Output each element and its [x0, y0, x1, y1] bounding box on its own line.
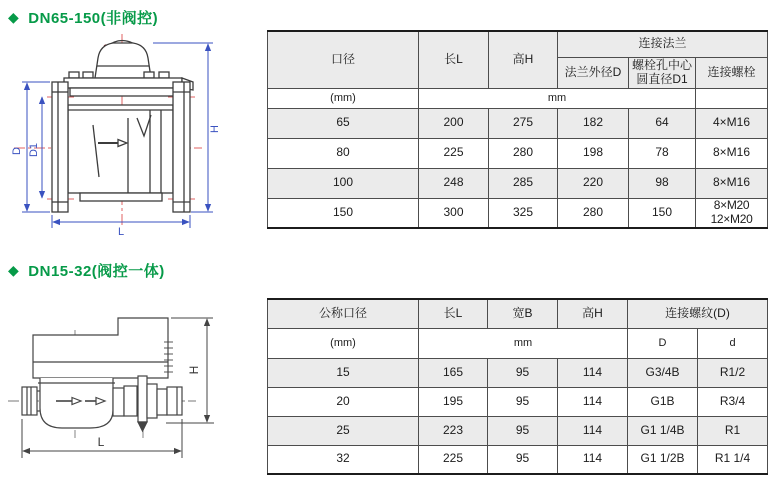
- cell: 114: [558, 416, 628, 445]
- cell: G1 1/2B: [628, 445, 698, 474]
- header-height: 高H: [489, 31, 558, 88]
- section1-title: [8, 7, 158, 28]
- cell: 65: [268, 108, 419, 138]
- cell: G1B: [628, 387, 698, 416]
- valve-meter-drawing: [0, 290, 240, 485]
- diamond-bullet-icon: ◆: [8, 9, 20, 25]
- header-flange-od: 法兰外径D: [558, 57, 629, 88]
- cell: 225: [419, 445, 488, 474]
- header-height: 高H: [558, 299, 628, 328]
- cell: 80: [268, 138, 419, 168]
- header-bolt: 连接螺栓: [696, 57, 768, 88]
- cell: 25: [268, 416, 419, 445]
- dn65-150-spec-table: [267, 30, 768, 229]
- cell: 275: [489, 108, 558, 138]
- cell: 150: [268, 198, 419, 228]
- cell: 150: [629, 198, 696, 228]
- dim-label-l: L: [97, 435, 105, 449]
- cell: 223: [419, 416, 488, 445]
- unit-dims: mm: [419, 88, 696, 108]
- header-thread-big: D: [628, 328, 698, 358]
- cell: 220: [558, 168, 629, 198]
- unit-diameter: (mm): [268, 88, 419, 108]
- cell: 8×M16: [696, 168, 768, 198]
- section2-title: [8, 260, 165, 281]
- header-nominal-diameter: 公称口径: [268, 299, 419, 328]
- cell: R1/2: [698, 358, 768, 387]
- header-thread-group: 连接螺纹(D): [628, 299, 768, 328]
- dim-label-d: D: [11, 147, 23, 155]
- cell: 248: [419, 168, 489, 198]
- section2-title-text: DN15-32(阀控一体): [28, 263, 165, 280]
- cell: R3/4: [698, 387, 768, 416]
- cell: G3/4B: [628, 358, 698, 387]
- header-bolt-circle-line2: 圆直径D1: [636, 71, 688, 86]
- cell: 98: [629, 168, 696, 198]
- header-bolt-circle-line1: 螺栓孔中心: [631, 57, 692, 72]
- cell: 325: [489, 198, 558, 228]
- cell: 182: [558, 108, 629, 138]
- cell: 8×M16: [696, 138, 768, 168]
- table-row: [268, 138, 768, 168]
- cell: 64: [629, 108, 696, 138]
- header-diameter: 口径: [268, 31, 419, 88]
- cell: 114: [558, 445, 628, 474]
- header-flange-group: 连接法兰: [558, 31, 768, 57]
- dim-label-h: H: [187, 365, 201, 375]
- table-row: [268, 387, 768, 416]
- meter-body: [52, 41, 193, 213]
- dim-label-l: L: [117, 226, 125, 238]
- cell: 198: [558, 138, 629, 168]
- cell: 280: [489, 138, 558, 168]
- table-row: [268, 358, 768, 387]
- table-row: [268, 198, 768, 228]
- meter-body: [22, 318, 182, 431]
- unit-empty: [696, 88, 768, 108]
- cell: 95: [488, 416, 558, 445]
- cell: 285: [489, 168, 558, 198]
- cell: 8×M20 12×M20: [696, 198, 768, 228]
- dn15-32-spec-table: [267, 298, 768, 475]
- cell: 78: [629, 138, 696, 168]
- header-bolt-circle: [629, 57, 696, 88]
- header-length: 长L: [419, 31, 489, 88]
- cell: 95: [488, 445, 558, 474]
- cell: 100: [268, 168, 419, 198]
- cell: 4×M16: [696, 108, 768, 138]
- table-row: [268, 445, 768, 474]
- cell: 95: [488, 387, 558, 416]
- cell: 20: [268, 387, 419, 416]
- cell: R1: [698, 416, 768, 445]
- cell: 300: [419, 198, 489, 228]
- table-row: [268, 168, 768, 198]
- cell: 15: [268, 358, 419, 387]
- diamond-bullet-icon: ◆: [8, 262, 20, 278]
- table-row: [268, 108, 768, 138]
- header-width: 宽B: [488, 299, 558, 328]
- header-thread-small: d: [698, 328, 768, 358]
- cell: R1 1/4: [698, 445, 768, 474]
- cell: 225: [419, 138, 489, 168]
- unit-nominal: (mm): [268, 328, 419, 358]
- cell: G1 1/4B: [628, 416, 698, 445]
- dim-label-d1: D1: [28, 142, 40, 158]
- cell: 165: [419, 358, 488, 387]
- cell: 95: [488, 358, 558, 387]
- cell: 114: [558, 358, 628, 387]
- cell: 280: [558, 198, 629, 228]
- section1-title-text: DN65-150(非阀控): [28, 10, 159, 27]
- cell: 114: [558, 387, 628, 416]
- cell: 200: [419, 108, 489, 138]
- cell: 195: [419, 387, 488, 416]
- flanged-meter-drawing: [0, 30, 240, 240]
- cell: 32: [268, 445, 419, 474]
- dim-label-h: H: [209, 125, 221, 133]
- unit-dims: mm: [419, 328, 628, 358]
- table-row: [268, 416, 768, 445]
- header-length: 长L: [419, 299, 488, 328]
